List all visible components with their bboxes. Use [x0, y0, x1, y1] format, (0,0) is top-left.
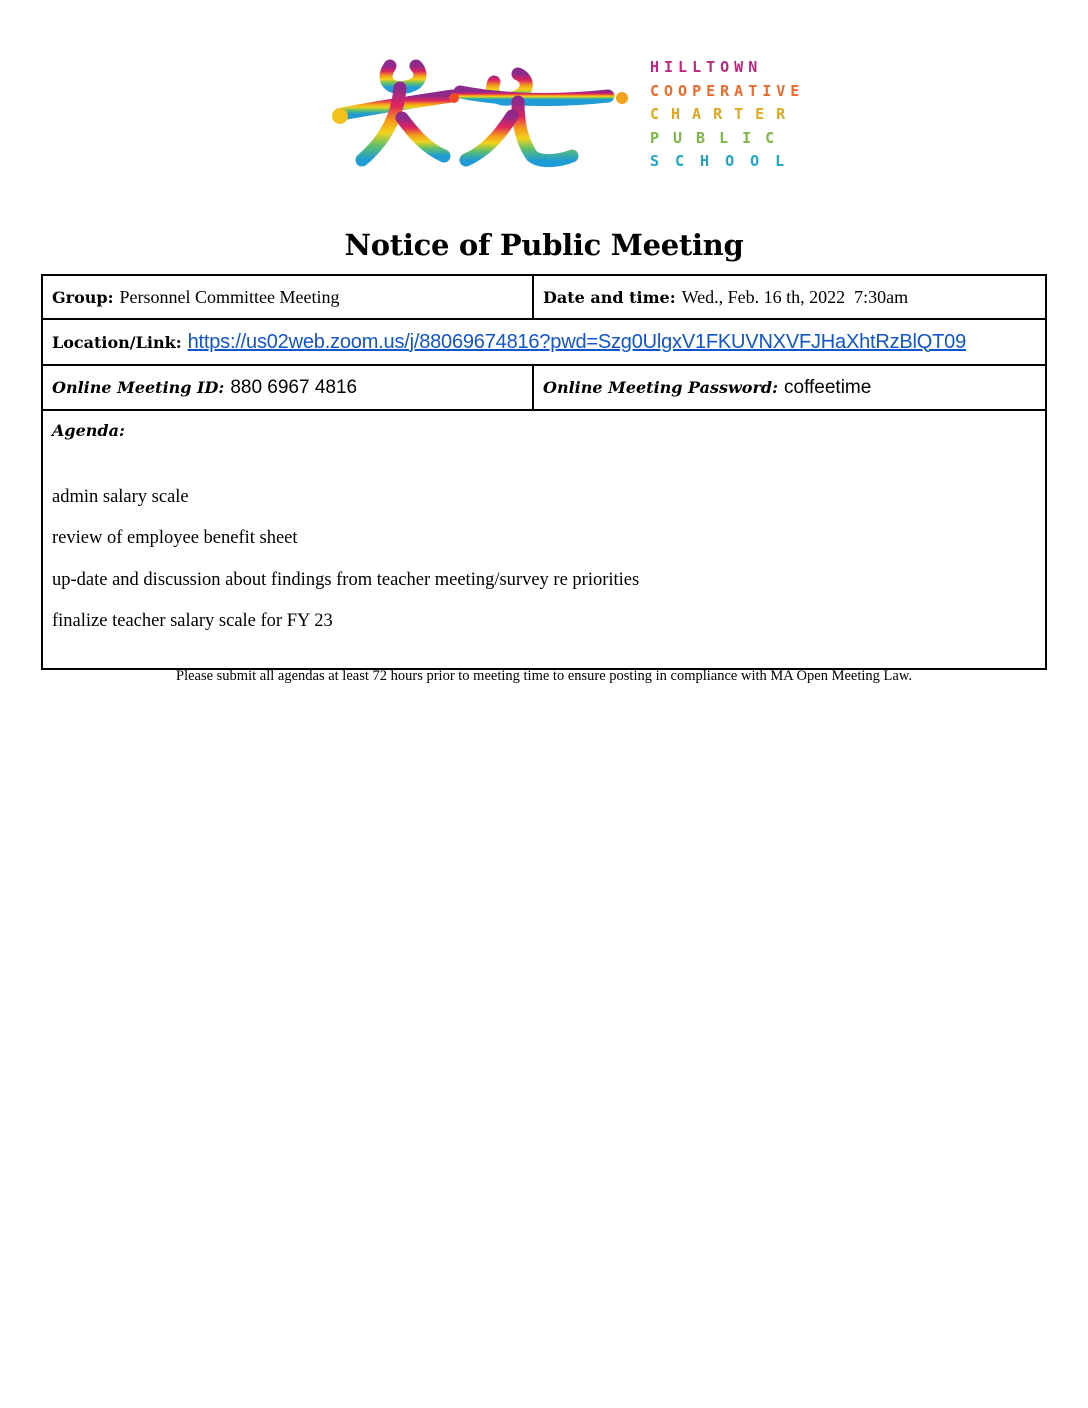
logo-wordmark	[650, 56, 804, 174]
school-logo	[322, 52, 805, 182]
password-value: coffeetime	[784, 376, 872, 398]
agenda-item: up-date and discussion about findings from teacher meeting/survey re priorities	[52, 569, 640, 590]
logo-line: SCHOOL	[650, 152, 801, 170]
footer-note: Please submit all agendas at least 72 hours prior to meeting time to ensure posting in compliance with MA Open Meeting Law.	[176, 668, 912, 684]
password-cell	[534, 366, 1045, 409]
datetime-value: Wed., Feb. 16 th, 2022 7:30am	[681, 286, 909, 307]
logo-line: CHARTER	[650, 105, 798, 123]
zoom-meeting-link[interactable]: https://us02web.zoom.us/j/88069674816?pwd=Szg0UlgxV1FKUVNXVFJHaXhtRzBlQT09	[187, 330, 967, 353]
datetime-label: Date and time:	[543, 287, 676, 307]
agenda-item: review of employee benefit sheet	[52, 528, 298, 549]
group-date-row	[43, 276, 1045, 320]
page-title: Notice of Public Meeting	[344, 228, 744, 262]
logo-line: HILLTOWN	[650, 58, 763, 76]
meeting-id-label: Online Meeting ID:	[52, 378, 225, 397]
logo-line: COOPERATIVE	[650, 81, 805, 100]
agenda-list	[52, 487, 639, 652]
datetime-cell	[534, 276, 1045, 318]
location-label: Location/Link:	[52, 332, 182, 352]
group-value: Personnel Committee Meeting	[119, 286, 340, 307]
meeting-id-cell	[43, 366, 534, 409]
agenda-section	[43, 411, 1045, 668]
agenda-label: Agenda:	[52, 421, 125, 440]
group-cell	[43, 276, 534, 318]
location-cell	[43, 320, 1045, 364]
logo-figures-graphic	[322, 52, 642, 182]
agenda-item: finalize teacher salary scale for FY 23	[52, 610, 333, 631]
agenda-item: admin salary scale	[52, 487, 189, 507]
password-label: Online Meeting Password:	[543, 378, 778, 397]
meeting-id-value: 880 6967 4816	[230, 376, 358, 398]
meeting-credentials-row	[43, 366, 1045, 411]
logo-line: PUBLIC	[650, 128, 789, 147]
location-row	[43, 320, 1045, 366]
meeting-notice-form	[41, 274, 1047, 670]
group-label: Group:	[52, 287, 114, 307]
